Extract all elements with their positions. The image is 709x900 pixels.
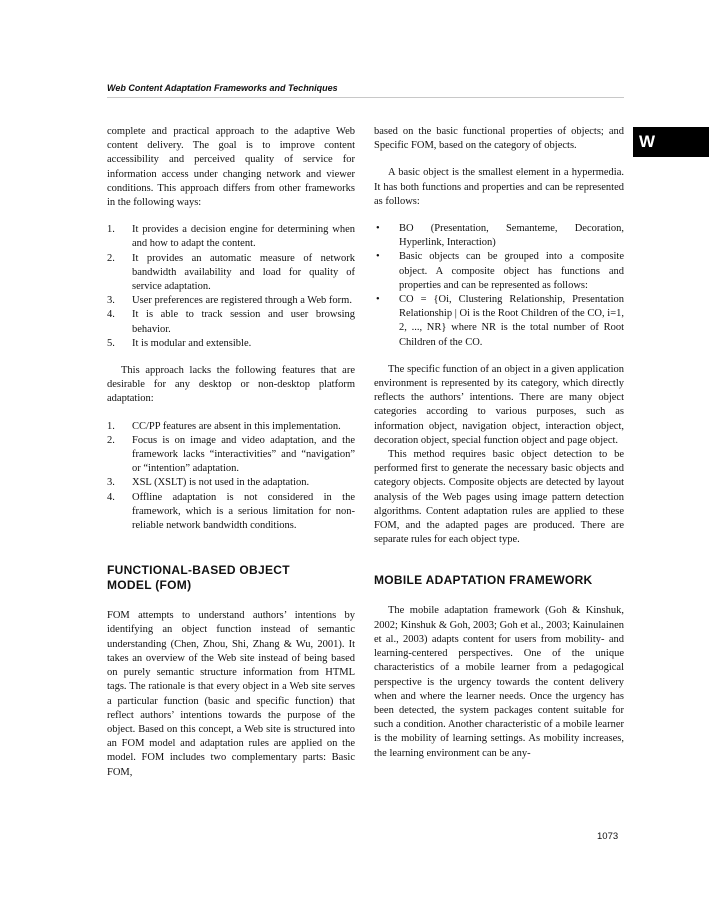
list-number: 2. <box>107 252 115 264</box>
list-text: CC/PP features are absent in this implementation. <box>132 420 341 432</box>
running-header: Web Content Adaptation Frameworks and Techniques <box>107 83 338 93</box>
bullet-mark: • <box>376 294 380 306</box>
intro-paragraph: complete and practical approach to the adaptive Web content delivery. The goal is to improve content accessibility and perceived quality of service for information access under changing network and viewer conditions. This approach differs from other frameworks in the following ways: <box>107 126 355 209</box>
features-list <box>107 223 355 351</box>
list-number: 2. <box>107 434 115 446</box>
left-column <box>107 125 355 780</box>
list-item <box>107 223 355 251</box>
list-number: 3. <box>107 295 115 307</box>
list-text: It is modular and extensible. <box>132 337 252 349</box>
list-text: XSL (XSLT) is not used in the adaptation. <box>132 477 310 489</box>
list-item <box>107 294 355 308</box>
list-number: 5. <box>107 337 115 349</box>
list-text: BO (Presentation, Semanteme, Decoration, Hyperlink, Interaction) <box>399 223 624 249</box>
list-number: 1. <box>107 224 115 236</box>
fom-paragraph: FOM attempts to understand authors’ intentions by identifying an object function instead of semantic understanding (Chen, Zhou, Shi, Zhang & Wu, 2001). It takes an overview of the Web site instead of being based on purely semantic structure information from HTML tags. The rationale is that every object in a Web site serves a particular function (basic and specific function) that reflect authors’ intentions towards the purpose of the object. Based on this concept, a Web site is structured into an FOM model and adaptation rules are applied on the model. FOM includes two complementary parts: Basic FOM, <box>107 610 355 778</box>
mobile-paragraph: The mobile adaptation framework (Goh & Kinshuk, 2002; Kinshuk & Goh, 2003; Goh et al., 2003; Kainulainen et al., 2003) adapts content for users from mobility- and learning-centered perspectives. One of the unique characteristics of a mobile learner from a pedagogical perspective is the urgency towards the content delivery when and where the learner needs. Once the urgency has been detected, the system packages content suitable for such a condition. Another characteristic of a mobile learner is the mobility of learning settings. As mobility increases, the learning environment can be any- <box>374 605 624 759</box>
list-text: User preferences are registered through a Web form. <box>132 295 352 307</box>
object-bullets <box>374 222 624 350</box>
list-number: 4. <box>107 309 115 321</box>
list-item <box>107 476 355 490</box>
fom-section-heading <box>107 563 355 593</box>
list-item <box>107 252 355 295</box>
lacks-paragraph: This approach lacks the following features that are desirable for any desktop or non-desktop platform adaptation: <box>107 365 355 405</box>
list-text: It is able to track session and user browsing behavior. <box>132 309 355 335</box>
list-text: Focus is on image and video adaptation, and the framework lacks “interactivities” and “navigation” or “intention” adaptation. <box>132 434 355 475</box>
list-item <box>107 491 355 534</box>
list-number: 1. <box>107 420 115 432</box>
heading-line: MODEL (FOM) <box>107 578 192 593</box>
list-text: It provides a decision engine for determining when and how to adapt the content. <box>132 224 355 250</box>
specific-function-paragraph: The specific function of an object in a given application environment is represented by its category, which directly reflects the authors’ intentions. There are many object categories according to various purposes, such as information object, navigation object, interaction object, decoration object, special function object and page object. <box>374 363 624 446</box>
method-paragraph: This method requires basic object detection to be performed first to generate the necessary basic objects and category objects. Composite objects are detected by layout analysis of the Web pages using image pattern detection algorithms. Content adaptation rules are applied to these FOM, and the adapted pages are produced. There are separate rules for each object type. <box>374 449 624 546</box>
continuation-paragraph: based on the basic functional properties of objects; and Specific FOM, based on the category of objects. <box>374 126 624 152</box>
list-item <box>374 250 624 293</box>
mobile-section-heading: MOBILE ADAPTATION FRAMEWORK <box>374 573 593 588</box>
list-item <box>107 337 355 351</box>
list-text: Offline adaptation is not considered in the framework, which is a serious limitation for non-reliable network bandwidth conditions. <box>132 491 355 532</box>
section-tab-letter: W <box>633 127 709 157</box>
list-text: Basic objects can be grouped into a composite object. A composite object has functions and properties and can be represented as follows: <box>399 251 624 291</box>
list-item <box>107 308 355 336</box>
list-item <box>374 293 624 350</box>
bullet-mark: • <box>376 251 380 263</box>
lacks-list <box>107 420 355 534</box>
list-item <box>374 222 624 250</box>
basic-object-paragraph: A basic object is the smallest element in a hypermedia. It has both functions and properties and can be represented as follows: <box>374 167 624 207</box>
header-divider <box>107 97 624 98</box>
heading-line: FUNCTIONAL-BASED OBJECT <box>107 563 290 578</box>
right-column <box>374 125 624 761</box>
list-text: It provides an automatic measure of network bandwidth availability and load for quality of service adaptation. <box>132 252 355 293</box>
list-number: 4. <box>107 491 115 503</box>
list-text: CO = {Oi, Clustering Relationship, Presentation Relationship | Oi is the Root Children of the CO, i=1, 2, ..., NR} where NR is the total number of Root Children of the CO. <box>399 294 624 348</box>
page-number: 1073 <box>597 831 619 842</box>
list-number: 3. <box>107 477 115 489</box>
bullet-mark: • <box>376 223 380 235</box>
list-item <box>107 434 355 477</box>
list-item <box>107 420 355 434</box>
